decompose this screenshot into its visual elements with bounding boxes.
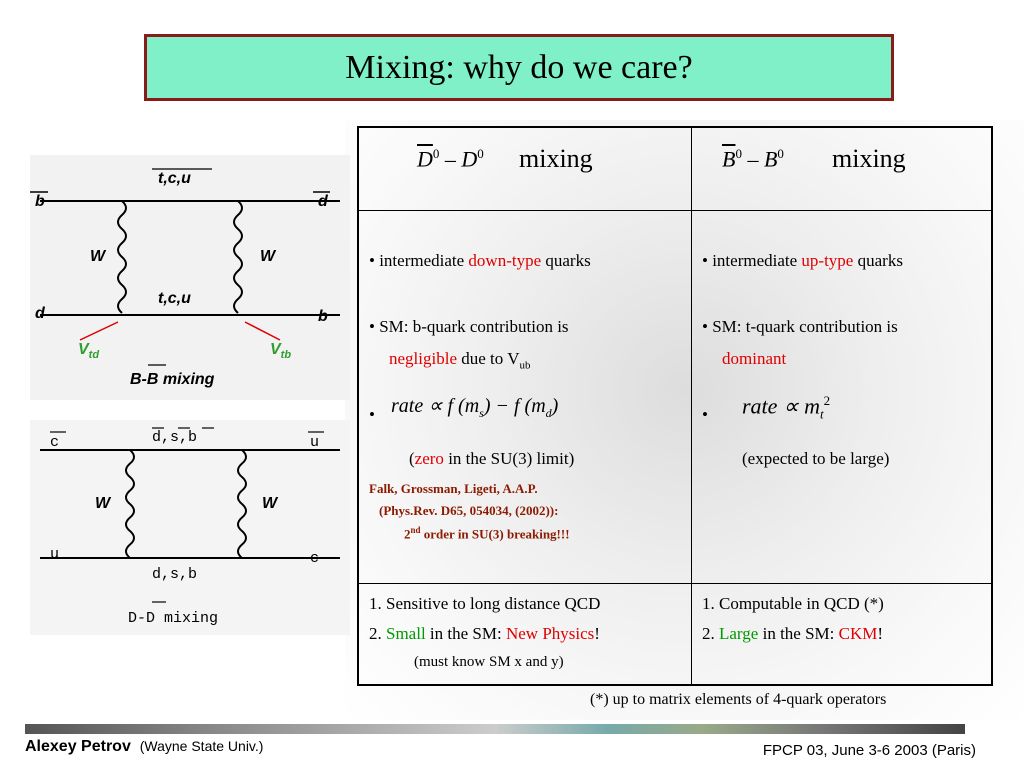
- bb-box-diagram: [30, 155, 350, 400]
- d-header-math: [417, 146, 484, 172]
- b-rate-sq: 2: [823, 393, 831, 408]
- d-bullet-sm: • SM: b-quark contribution is: [369, 317, 569, 336]
- b-expected-large: (expected to be large): [742, 449, 890, 468]
- bb-vtb-sub: tb: [280, 349, 292, 362]
- b-bullet-sm-cont: [722, 349, 786, 369]
- d-header-word: mixing: [519, 144, 593, 173]
- dd-box-diagram: [30, 420, 350, 635]
- d-s2-red: New Physics: [505, 624, 595, 643]
- d-summary-2: [369, 624, 600, 644]
- b-header-bbar: $\overline{B}$: [722, 146, 736, 172]
- bb-top-label: t,c,u: [158, 170, 191, 187]
- d-b2-post: due to V: [456, 349, 520, 368]
- dd-caption: D-D mixing: [128, 610, 219, 627]
- bb-vtb-v: V: [270, 341, 281, 358]
- d-s2-end: !: [594, 624, 600, 643]
- d-b2-red: negligible: [389, 349, 457, 368]
- bb-left-top: b: [35, 193, 45, 210]
- dd-w-right-label: W: [262, 495, 278, 512]
- bb-w-boson-left: [118, 201, 126, 313]
- d-b1-pre: • intermediate: [369, 251, 469, 270]
- d-ref3-pre: 2: [404, 526, 411, 542]
- b-header-b: B: [763, 146, 778, 172]
- b-mixing-summary: [692, 584, 993, 686]
- bb-vtd-arrow: [80, 322, 118, 340]
- b-s2-pre: 2.: [702, 624, 719, 643]
- bb-diagram-svg: [30, 155, 350, 400]
- bb-vtd-sub: td: [88, 349, 100, 362]
- b-bullet-rate-dot: •: [702, 405, 708, 424]
- d-ref-order: [404, 525, 570, 542]
- d-ref3-sup: nd: [410, 525, 421, 535]
- d-mixing-summary: [358, 584, 692, 686]
- d-header-d: D: [461, 146, 478, 172]
- dd-w-boson-left: [126, 450, 134, 558]
- footer-conference: FPCP 03, June 3-6 2003 (Paris): [762, 742, 976, 759]
- d-rate-a: rate ∝ f (m: [391, 395, 480, 417]
- dd-w-boson-right: [238, 450, 246, 558]
- bb-left-bot: d: [35, 305, 45, 322]
- d-s2-mid: in the SM:: [425, 624, 506, 643]
- d-rate-formula: [391, 393, 558, 421]
- d-header-minus: –: [439, 146, 462, 172]
- b-b1-pre: • intermediate: [702, 251, 802, 270]
- d-rate-end: ): [551, 395, 559, 417]
- d-summary-3: (must know SM x and y): [414, 654, 564, 670]
- bb-right-top: d: [318, 193, 328, 210]
- b-header-math: [722, 146, 784, 172]
- footnote-operators: (*) up to matrix elements of 4-quark operators: [590, 691, 887, 708]
- footer-decorative-bar: [25, 724, 965, 734]
- bb-w-right-label: W: [260, 248, 276, 265]
- b-s2-red: CKM: [838, 624, 878, 643]
- bb-w-boson-right: [234, 201, 242, 313]
- b-rate-formula: [742, 393, 830, 423]
- d-header-dbar: $\overline{D}$: [417, 146, 433, 172]
- comparison-table: [357, 126, 993, 686]
- d-bullet-intermediate: [369, 251, 591, 271]
- d-s2-green: Small: [386, 624, 426, 643]
- bb-mid-label: t,c,u: [158, 290, 191, 307]
- b-s2-green: Large: [719, 624, 759, 643]
- bb-caption: B-B mixing: [130, 371, 215, 388]
- b-rate-t: t: [820, 406, 824, 422]
- dd-left-top: c: [50, 434, 60, 451]
- d-zero-limit: [409, 449, 574, 469]
- dd-diagram-svg: [30, 420, 350, 635]
- dd-right-bot: c: [310, 550, 320, 567]
- d-zero-red: zero: [414, 449, 444, 468]
- dd-w-left-label: W: [95, 495, 111, 512]
- d-bullet-rate-dot: •: [369, 405, 375, 424]
- b-b1-post: quarks: [853, 251, 903, 270]
- b-s2-end: !: [877, 624, 884, 643]
- dd-bot-label: d,s,b: [152, 566, 198, 583]
- bb-w-left-label: W: [90, 248, 106, 265]
- author-name: Alexey Petrov: [25, 738, 131, 755]
- b-header-word: mixing: [832, 144, 906, 173]
- b-rate-a: rate ∝ m: [742, 393, 821, 419]
- dd-top-label: d,s,b: [152, 429, 198, 446]
- b-b1-red: up-type: [801, 251, 854, 270]
- d-b1-post: quarks: [541, 251, 591, 270]
- d-b2-sub: ub: [519, 359, 531, 372]
- b-b2-red: dominant: [722, 349, 787, 368]
- b-s2-mid: in the SM:: [758, 624, 839, 643]
- b-header-sup1: 0: [735, 146, 742, 161]
- b-header-sup2: 0: [777, 146, 784, 161]
- d-ref-journal: (Phys.Rev. D65, 054034, (2002)):: [379, 503, 559, 518]
- d-summary-1: 1. Sensitive to long distance QCD: [369, 594, 601, 613]
- d-bullet-sm-cont: [389, 349, 530, 371]
- b-mixing-header: [692, 127, 993, 211]
- bb-vtb-label: [270, 341, 291, 361]
- d-mixing-details: [358, 211, 692, 584]
- slide-title: Mixing: why do we care?: [144, 34, 894, 101]
- d-ref3-post: order in SU(3) breaking!!!: [420, 526, 570, 542]
- b-header-minus: –: [741, 146, 764, 172]
- d-ref-authors: Falk, Grossman, Ligeti, A.A.P.: [369, 481, 538, 496]
- b-bullet-sm: • SM: t-quark contribution is: [702, 317, 898, 336]
- bb-vtd-label: [78, 341, 99, 361]
- d-header-sup1: 0: [432, 146, 440, 161]
- d-s2-pre: 2.: [369, 624, 386, 643]
- b-summary-1: 1. Computable in QCD (*): [702, 594, 884, 613]
- d-zero-post: in the SU(3) limit): [443, 449, 575, 468]
- d-rate-s: s: [479, 406, 484, 420]
- bb-vtb-arrow: [245, 322, 280, 340]
- dd-left-bot: u: [50, 546, 60, 563]
- bb-vtd-v: V: [78, 341, 89, 358]
- bb-right-bot: b: [318, 308, 328, 325]
- author-affiliation: (Wayne State Univ.): [139, 738, 264, 754]
- d-mixing-header: [358, 127, 692, 211]
- d-header-sup2: 0: [477, 146, 484, 161]
- b-summary-2: [702, 624, 883, 644]
- b-mixing-details: [692, 211, 993, 584]
- d-b1-red: down-type: [468, 251, 542, 270]
- d-zero-pre: (: [409, 449, 415, 468]
- dd-right-top: u: [310, 434, 320, 451]
- footer-author: [25, 738, 263, 756]
- d-rate-b: ) − f (m: [483, 395, 546, 417]
- b-bullet-intermediate: [702, 251, 903, 271]
- d-rate-d: d: [545, 406, 552, 420]
